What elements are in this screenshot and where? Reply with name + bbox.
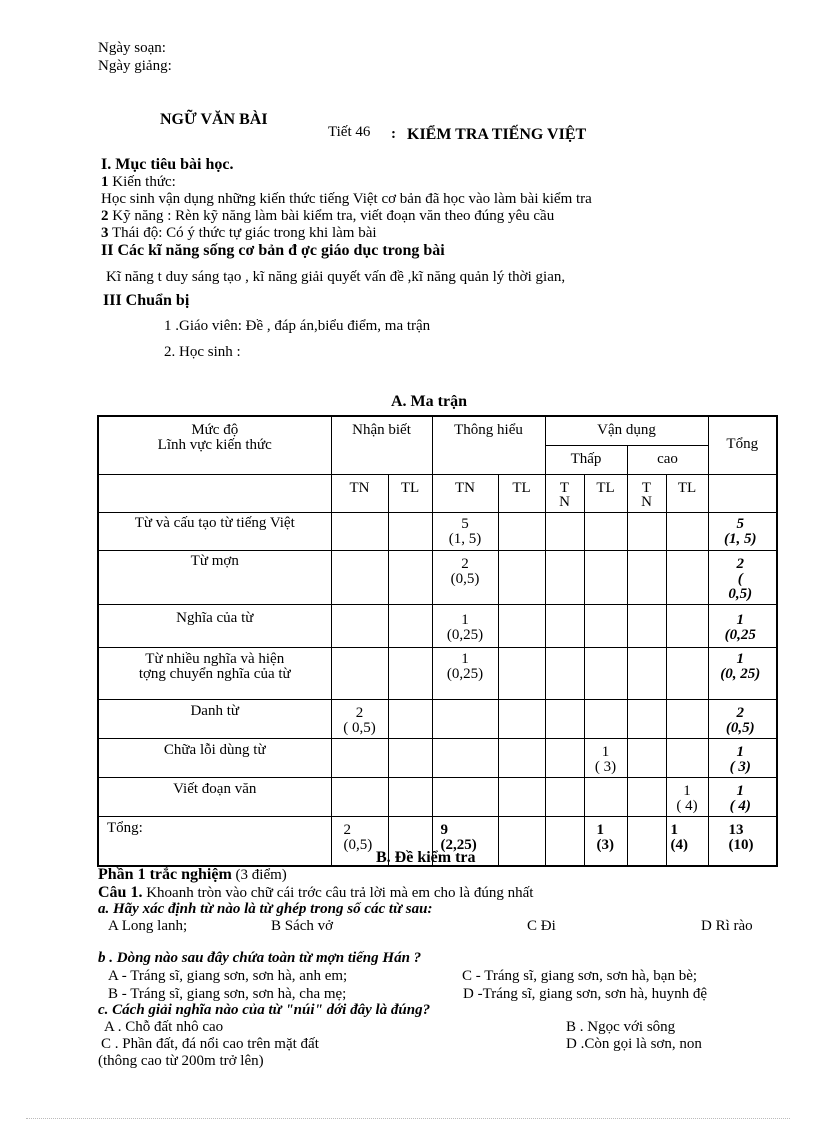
question-a-option-c: C Đi (527, 918, 556, 934)
table-row (98, 604, 777, 647)
table-row (98, 777, 777, 816)
question-b-option-b: B - Tráng sĩ, giang sơn, sơn hà, cha mẹ; (108, 986, 347, 1002)
high-total: 1 (4) (666, 816, 708, 866)
row-label: Từ mợn (98, 550, 331, 604)
tn-header: TN (331, 474, 388, 512)
application-header: Vận dụng (545, 416, 708, 445)
question1-text: Khoanh tròn vào chữ cái trớc câu trả lời mà em cho là đúng nhất (146, 885, 534, 901)
row-label: Từ và cấu tạo từ tiếng Việt (98, 512, 331, 550)
comprehension-tn-cell: 5 (1, 5) (432, 512, 498, 550)
high-tl-cell: 1 ( 4) (666, 777, 708, 816)
preparation-teacher: 1 .Giáo viên: Đề , đáp án,biểu điểm, ma trận (164, 318, 431, 334)
comprehension-tn-cell: 2 (0,5) (432, 550, 498, 604)
row-total: 1 ( 3) (708, 738, 777, 777)
question1-label: Câu 1. (98, 884, 143, 901)
part1-label: Phần 1 trắc nghiệm (98, 866, 232, 883)
total-row-label: Tổng: (98, 816, 331, 866)
preparation-student: 2. Học sinh : (164, 344, 241, 360)
page-divider (26, 1118, 790, 1119)
life-skills-text: Kĩ năng t duy sáng tạo , kĩ năng giải quyết vấn đề ,kĩ năng quản lý thời gian, (106, 269, 566, 285)
test-title: B. Đề kiểm tra (376, 849, 476, 866)
level-label: Mức độ (191, 422, 239, 438)
question-a-option-a: A Long lanh; (108, 918, 188, 934)
recognition-total: 2 (0,5) (331, 816, 388, 866)
attitude-number: 3 (101, 225, 109, 241)
comprehension-tn-cell: 1 (0,25) (432, 604, 498, 647)
high-application-header: cao (627, 445, 708, 474)
low-application-header: Thấp (545, 445, 627, 474)
skill-line (101, 209, 554, 224)
question-c: c. Cách giải nghĩa nào của từ "núi" dới đây là đúng? (98, 1002, 431, 1018)
question-b-option-a: A - Tráng sĩ, giang sơn, sơn hà, anh em; (108, 968, 348, 984)
question-c-option-a: A . Chỗ đất nhô cao (104, 1019, 224, 1035)
table-row (98, 550, 777, 604)
ngay-giang: Ngày giảng: (98, 58, 172, 74)
question-c-option-b: B . Ngọc với sông (566, 1019, 676, 1035)
page-title: KIỂM TRA TIẾNG VIỆT (407, 126, 587, 143)
tn-header-narrow: T N (545, 474, 584, 512)
question-b-option-d: D -Tráng sĩ, giang sơn, sơn hà, huynh đệ (463, 986, 708, 1002)
matrix-table (97, 415, 778, 867)
question1 (98, 885, 533, 901)
attitude-text: Thái độ: Có ý thức tự giác trong khi làm bài (111, 225, 377, 241)
row-total: 5 (1, 5) (708, 512, 777, 550)
ngay-soan: Ngày soạn: (98, 40, 166, 56)
skill-text: Kỹ năng : Rèn kỹ năng làm bài kiểm tra, viết đoạn văn theo đúng yêu cầu (112, 208, 555, 224)
tl-header: TL (666, 474, 708, 512)
comprehension-total: 9 (2,25) (432, 816, 498, 866)
question-a: a. Hãy xác định từ nào là từ ghép trong số các từ sau: (98, 901, 433, 917)
row-total: 1 (0, 25) (708, 647, 777, 699)
total-header: Tổng (708, 416, 777, 474)
attitude-line (101, 226, 377, 241)
table-row (98, 738, 777, 777)
tl-header: TL (498, 474, 545, 512)
comprehension-tn-cell: 1 (0,25) (432, 647, 498, 699)
tl-header: TL (388, 474, 432, 512)
low-total: 1 (3) (584, 816, 627, 866)
knowledge-label: Kiến thức: (112, 174, 176, 190)
question-a-option-b: B Sách vở (271, 918, 334, 934)
row-total: 2 (0,5) (708, 699, 777, 738)
low-tl-cell: 1 ( 3) (584, 738, 627, 777)
life-skills-heading: II Các kĩ năng sống cơ bản đ ợc giáo dục trong bài (101, 242, 445, 259)
subject-label: NGỮ VĂN BÀI (160, 111, 268, 128)
part1-points: (3 điểm) (235, 867, 287, 883)
question-b-option-c: C - Tráng sĩ, giang sơn, sơn hà, bạn bè; (462, 968, 698, 984)
matrix-title: A. Ma trận (391, 393, 467, 410)
domain-label: Lĩnh vực kiến thức (157, 437, 272, 453)
row-total: 2 ( 0,5) (708, 550, 777, 604)
part1-heading (98, 867, 287, 883)
grand-total: 13 (10) (708, 816, 777, 866)
row-label: Viết đoạn văn (98, 777, 331, 816)
tn-header: TN (432, 474, 498, 512)
question-c-option-c-note: (thông cao từ 200m trở lên) (98, 1053, 264, 1069)
title-colon: : (391, 126, 396, 142)
tn-header-narrow: T N (627, 474, 666, 512)
question-a-option-d: D Rì rào (701, 918, 753, 934)
objectives-heading: I. Mục tiêu bài học. (101, 156, 234, 173)
row-label: Từ nhiều nghĩa và hiện tợng chuyển nghĩa của từ (98, 647, 331, 699)
preparation-heading: III Chuẩn bị (103, 292, 190, 309)
matrix-header-row-1 (98, 416, 777, 445)
question-c-option-d: D .Còn gọi là sơn, non (566, 1036, 702, 1052)
row-label: Chữa lỗi dùng từ (98, 738, 331, 777)
comprehension-header: Thông hiểu (432, 416, 545, 474)
knowledge-line (101, 175, 176, 190)
row-label: Nghĩa của từ (98, 604, 331, 647)
matrix-level-header (98, 416, 331, 474)
knowledge-text: Học sinh vận dụng những kiến thức tiếng Việt cơ bản đã học vào làm bài kiểm tra (101, 191, 592, 207)
table-row (98, 699, 777, 738)
recognition-tn-cell: 2 ( 0,5) (331, 699, 388, 738)
question-b: b . Dòng nào sau đây chứa toàn từ mợn tiếng Hán ? (98, 950, 422, 966)
knowledge-number: 1 (101, 174, 109, 190)
question-c-option-c: C . Phần đất, đá nổi cao trên mặt đất (101, 1036, 319, 1052)
row-total: 1 (0,25 (708, 604, 777, 647)
skill-number: 2 (101, 208, 109, 224)
matrix-subheader-row (98, 474, 777, 512)
row-total: 1 ( 4) (708, 777, 777, 816)
lesson-number: Tiết 46 (328, 124, 371, 140)
table-row (98, 647, 777, 699)
row-label: Danh từ (98, 699, 331, 738)
table-row (98, 512, 777, 550)
recognition-header: Nhận biết (331, 416, 432, 474)
tl-header: TL (584, 474, 627, 512)
